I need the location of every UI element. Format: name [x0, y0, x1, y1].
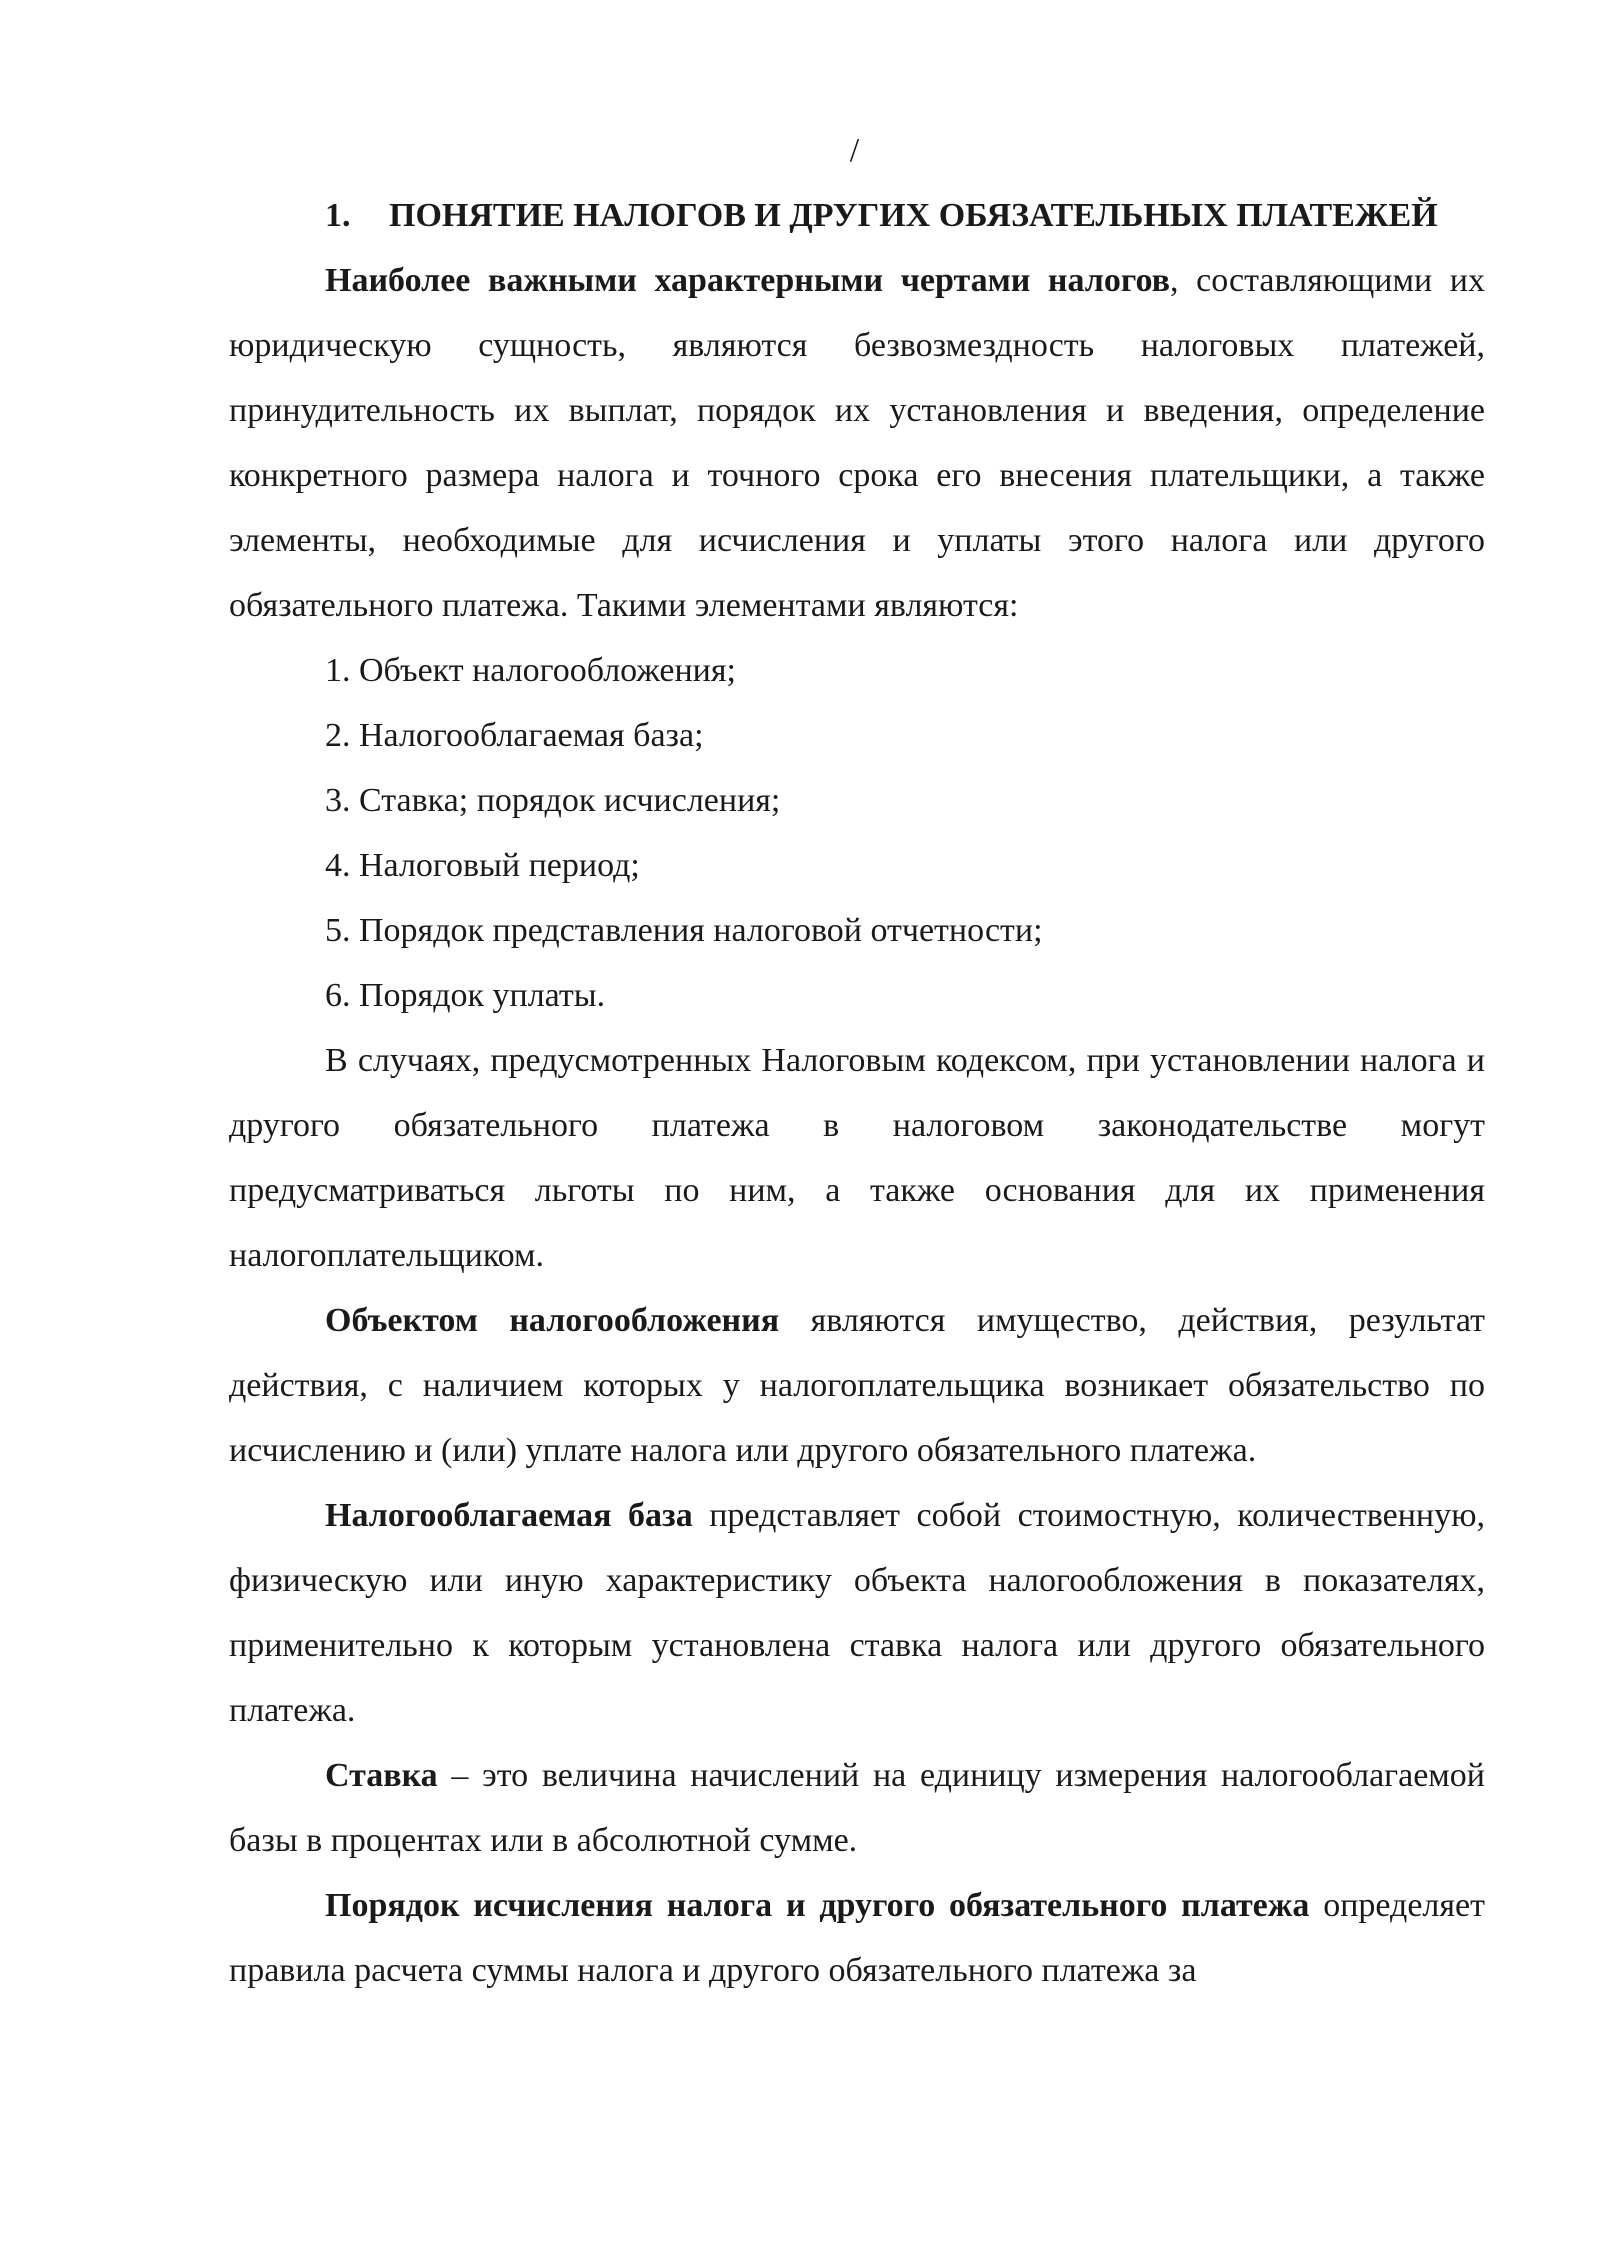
object-text: являются имущество, действия, результат действия, с наличием которых у налогоплательщика возникает обязательство по исчислению и (или) уплате налога или другого обязательного платежа.: [229, 1302, 1485, 1469]
calculation-bold-term: Порядок исчисления налога и другого обязательного платежа: [325, 1887, 1310, 1924]
document-page: [229, 118, 1485, 2003]
list-item: 5. Порядок представления налоговой отчетности;: [325, 912, 1043, 949]
list-item: 4. Налоговый период;: [325, 847, 640, 884]
intro-bold-term: Наиболее важными характерными чертами налогов: [325, 262, 1170, 299]
base-paragraph: [229, 1483, 1485, 1743]
list-item: 6. Порядок уплаты.: [325, 977, 606, 1014]
intro-paragraph: [229, 248, 1485, 638]
benefits-paragraph: В случаях, предусмотренных Налоговым кодексом, при установлении налога и другого обязательного платежа в налоговом законодательстве могут предусматриваться льготы по ним, а также основания для их применения налогоплательщиком.: [229, 1042, 1485, 1274]
base-bold-term: Налогооблагаемая база: [325, 1497, 693, 1534]
intro-text: , составляющими их юридическую сущность, являются безвозмездность налоговых платежей, принудительность их выплат, порядок их установления и введения, определение конкретного размера налога и точного срока его внесения плательщики, а также элементы, необходимые для исчисления и уплаты этого налога или другого обязательного платежа. Такими элементами являются:: [229, 262, 1485, 624]
calculation-paragraph: [229, 1873, 1485, 2003]
object-paragraph: [229, 1288, 1485, 1483]
list-item: 2. Налогооблагаемая база;: [325, 717, 704, 754]
base-text: представляет собой стоимостную, количественную, физическую или иную характеристику объекта налогообложения в показателях, применительно к которым установлена ставка налога или другого обязательного платежа.: [229, 1497, 1486, 1729]
page-marker: /: [849, 132, 860, 169]
rate-bold-term: Ставка: [325, 1757, 438, 1794]
section-heading: [229, 183, 1485, 248]
object-bold-term: Объектом налогообложения: [325, 1302, 780, 1339]
calculation-text: определяет правила расчета суммы налога и другого обязательного платежа за: [229, 1887, 1485, 1989]
list-item: 1. Объект налогообложения;: [325, 652, 736, 689]
rate-text: – это величина начислений на единицу измерения налогооблагаемой базы в процентах или в абсолютной сумме.: [229, 1757, 1485, 1859]
rate-paragraph: [229, 1743, 1485, 1873]
list-item: 3. Ставка; порядок исчисления;: [325, 782, 781, 819]
section-number: 1.: [325, 197, 351, 234]
elements-list: [229, 638, 1485, 1028]
section-title: ПОНЯТИЕ НАЛОГОВ И ДРУГИХ ОБЯЗАТЕЛЬНЫХ ПЛАТЕЖЕЙ: [389, 197, 1438, 234]
